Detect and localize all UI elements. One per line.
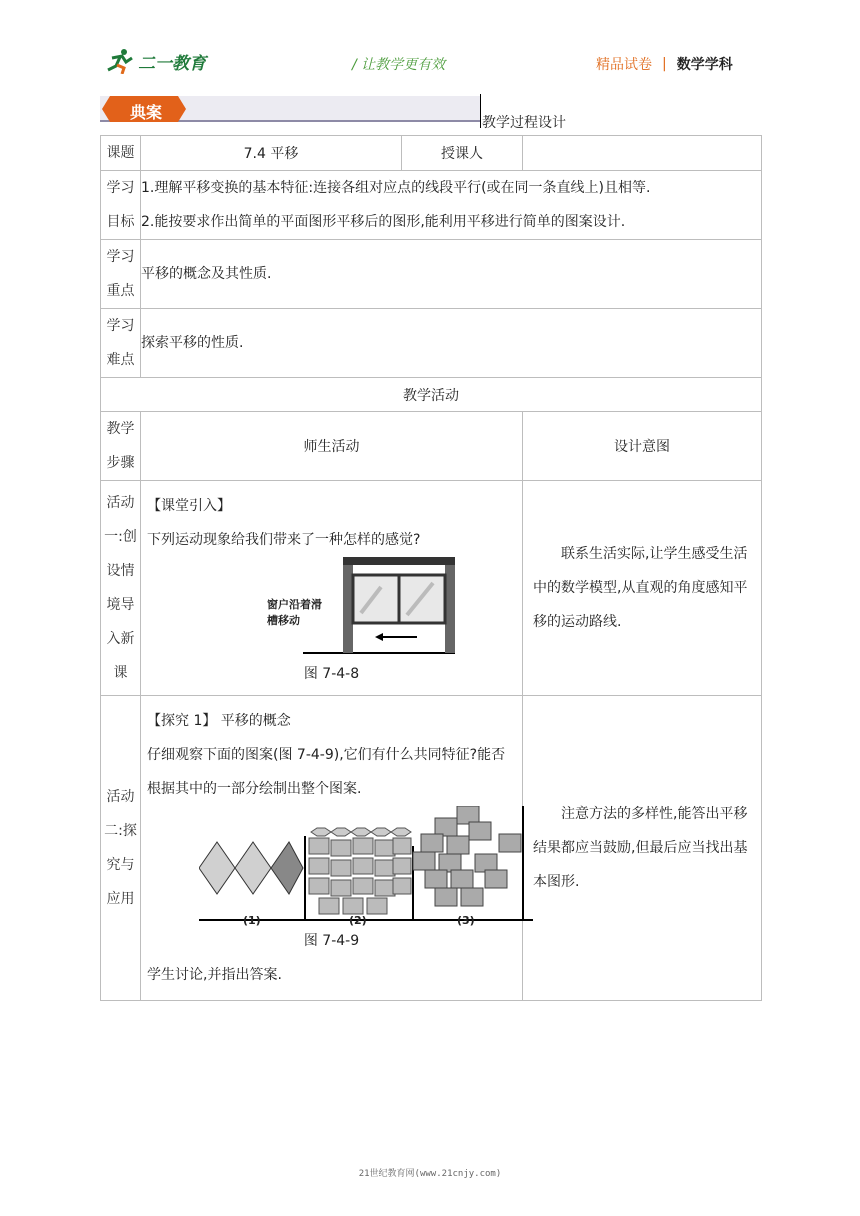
key-value: 平移的概念及其性质. — [141, 240, 762, 309]
logo-text: 二一教育 — [138, 53, 206, 74]
goal-item: 2.能按要求作出简单的平面图形平移后的图形,能利用平移进行简单的图案设计. — [141, 214, 626, 230]
goal-item: 1.理解平移变换的基本特征:连接各组对应点的线段平行(或在同一条直线上)且相等. — [141, 180, 651, 196]
row-col-headers — [101, 412, 762, 481]
goals-cell — [141, 171, 762, 240]
row-activity-2 — [101, 696, 762, 1001]
activity2-content — [141, 696, 523, 1001]
activity2-heading: 【探究 1】 平移的概念 — [147, 713, 291, 729]
header-activity: 师生活动 — [141, 412, 523, 481]
slogan: / 让教学更有效 — [352, 57, 446, 73]
activity1-intent: 联系生活实际,让学生感受生活中的数学模型,从直观的角度感知平移的运动路线. — [523, 481, 762, 696]
row-activities-title — [101, 378, 762, 412]
logo — [104, 48, 206, 74]
label-teacher: 授课人 — [402, 136, 523, 171]
page-header — [0, 0, 860, 90]
tag-premium: 精品试卷 — [596, 57, 652, 73]
tag-separator: | — [662, 56, 667, 72]
topic-value: 7.4 平移 — [141, 136, 402, 171]
panel-label-3: (3) — [457, 914, 475, 927]
label-difficulty: 学习难点 — [101, 309, 141, 378]
runner-icon — [104, 48, 134, 74]
teacher-value — [523, 136, 762, 171]
panel-label-2: (2) — [349, 914, 367, 927]
row-difficulty — [101, 309, 762, 378]
figure-window — [147, 557, 516, 657]
section-badge: 典案 — [130, 103, 163, 122]
activity1-label: 活动一:创设情境导入新课 — [101, 481, 141, 696]
label-topic: 课题 — [101, 136, 141, 171]
figure-label: 窗户沿着滑槽移动 — [267, 598, 322, 627]
footer: 21世纪教育网(www.21cnjy.com) — [358, 1169, 502, 1179]
activity2-intent: 注意方法的多样性,能答出平移结果都应当鼓励,但最后应当找出基本图形. — [523, 696, 762, 1001]
label-goals: 学习目标 — [101, 171, 141, 240]
panel-label-1: (1) — [243, 914, 261, 927]
activity1-heading: 【课堂引入】 — [147, 498, 231, 514]
activity2-text: 仔细观察下面的图案(图 7-4-9),它们有什么共同特征?能否根据其中的一部分绘制出整个图案. — [147, 747, 506, 797]
activity1-question: 下列运动现象给我们带来了一种怎样的感觉? — [147, 532, 421, 548]
divider — [480, 94, 481, 128]
figure-caption: 图 7-4-9 — [303, 933, 360, 949]
activity2-closing: 学生讨论,并指出答案. — [147, 967, 282, 983]
activity2-label: 活动二:探究与应用 — [101, 696, 141, 1001]
subject-tags — [596, 54, 733, 74]
label-key: 学习重点 — [101, 240, 141, 309]
figure-caption: 图 7-4-8 — [303, 666, 360, 682]
header-intent: 设计意图 — [523, 412, 762, 481]
row-goals — [101, 171, 762, 240]
figure-patterns — [147, 806, 516, 927]
row-activity-1 — [101, 481, 762, 696]
row-key — [101, 240, 762, 309]
difficulty-value: 探索平移的性质. — [141, 309, 762, 378]
activity1-content — [141, 481, 523, 696]
row-topic — [101, 136, 762, 171]
section-caption: 教学过程设计 — [482, 115, 566, 131]
activities-title: 教学活动 — [101, 378, 762, 412]
lesson-table — [100, 135, 762, 1001]
tag-subject: 数学学科 — [676, 57, 733, 73]
header-steps: 教学步骤 — [101, 412, 141, 481]
